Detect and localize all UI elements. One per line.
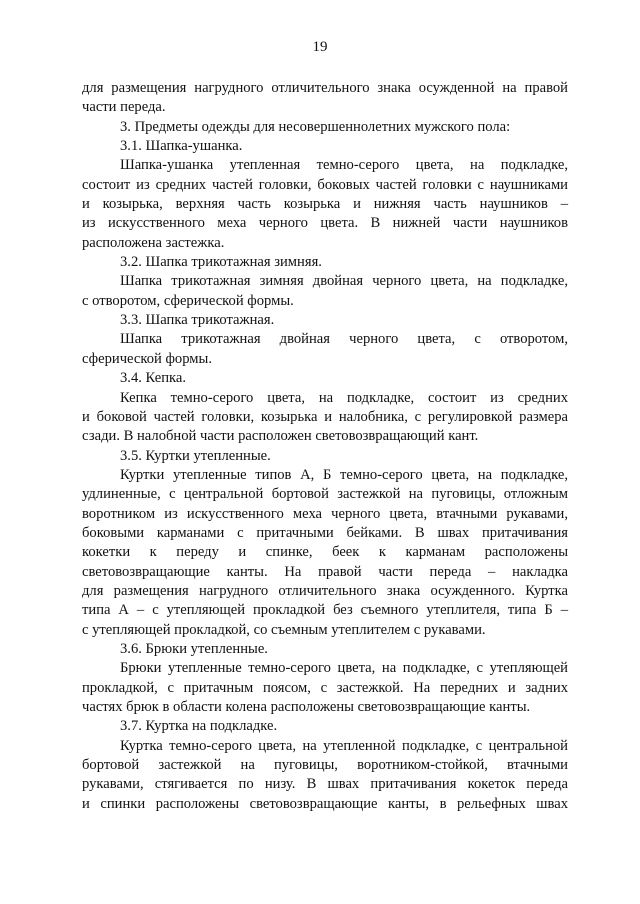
text-line: сзади. В налобной части расположен световозвращающий кант.: [82, 428, 479, 445]
text-line: для размещения нагрудного отличительного знака осужденного. Куртка: [82, 582, 568, 599]
text-line: 3. Предметы одежды для несовершеннолетних мужского пола:: [120, 118, 511, 135]
text-line: для размещения нагрудного отличительного знака осужденной на правой: [82, 80, 568, 96]
text-line: 3.7. Куртка на подкладке.: [120, 718, 278, 735]
text-line: расположена застежка.: [82, 234, 225, 251]
text-line: рукавами, стягивается по низу. В швах притачивания кокеток переда: [82, 776, 568, 793]
text-line: из искусственного меха черного цвета. В нижней части наушников: [82, 215, 568, 232]
text-line: Шапка трикотажная двойная черного цвета, с отворотом,: [120, 331, 568, 348]
document-body: [82, 79, 568, 814]
text-line: удлиненные, с центральной бортовой застежкой на пуговицы, отложным: [82, 486, 568, 503]
text-line: Шапка-ушанка утепленная темно-серого цвета, на подкладке,: [120, 157, 568, 174]
text-line: состоит из средних частей головки, боковых частей головки с наушниками: [82, 176, 568, 193]
text-line: прокладкой, с притачным поясом, с застежкой. На передних и задних: [82, 679, 568, 696]
text-line: Шапка трикотажная зимняя двойная черного цвета, на подкладке,: [120, 273, 568, 290]
text-line: типа А – с утепляющей прокладкой без съемного утеплителя, типа Б –: [82, 602, 568, 619]
text-line: боковыми карманами с притачными бейками. В швах притачивания: [82, 524, 568, 541]
text-line: бортовой застежкой на пуговицы, воротником-стойкой, втачными: [82, 757, 568, 774]
text-line: кокетки к переду и спинке, беек к карманам расположены: [82, 544, 568, 561]
text-line: и козырька, верхняя часть козырька и нижняя часть наушников –: [82, 196, 568, 213]
text-line: и боковой частей головки, козырька и налобника, с регулировкой размера: [82, 408, 568, 425]
text-line: 3.1. Шапка-ушанка.: [120, 138, 243, 155]
text-line: 3.5. Куртки утепленные.: [120, 447, 271, 464]
text-line: с отворотом, сферической формы.: [82, 292, 294, 309]
text-line: Кепка темно-серого цвета, на подкладке, состоит из средних: [120, 389, 568, 406]
text-line: сферической формы.: [82, 350, 212, 367]
text-line: 3.4. Кепка.: [120, 370, 186, 387]
text-line: 3.3. Шапка трикотажная.: [120, 312, 275, 329]
text-line: 3.2. Шапка трикотажная зимняя.: [120, 254, 322, 271]
text-line: Куртки утепленные типов А, Б темно-серого цвета, на подкладке,: [120, 466, 568, 483]
text-line: частях брюк в области колена расположены световозвращающие канты.: [82, 699, 531, 715]
text-line: с утепляющей прокладкой, со съемным утеплителем с рукавами.: [82, 621, 486, 638]
text-line: 3.6. Брюки утепленные.: [120, 640, 268, 657]
text-line: воротником из искусственного меха черного цвета, втачными рукавами,: [82, 505, 568, 522]
text-line: и спинки расположены световозвращающие канты, в рельефных швах: [82, 795, 568, 812]
page-number: 19: [312, 39, 328, 55]
text-line: Куртка темно-серого цвета, на утепленной подкладке, с центральной: [120, 737, 568, 754]
text-line: Брюки утепленные темно-серого цвета, на подкладке, с утепляющей: [120, 660, 568, 677]
text-line: части переда.: [82, 99, 166, 116]
text-line: световозвращающие канты. На правой части переда – накладка: [82, 563, 568, 580]
